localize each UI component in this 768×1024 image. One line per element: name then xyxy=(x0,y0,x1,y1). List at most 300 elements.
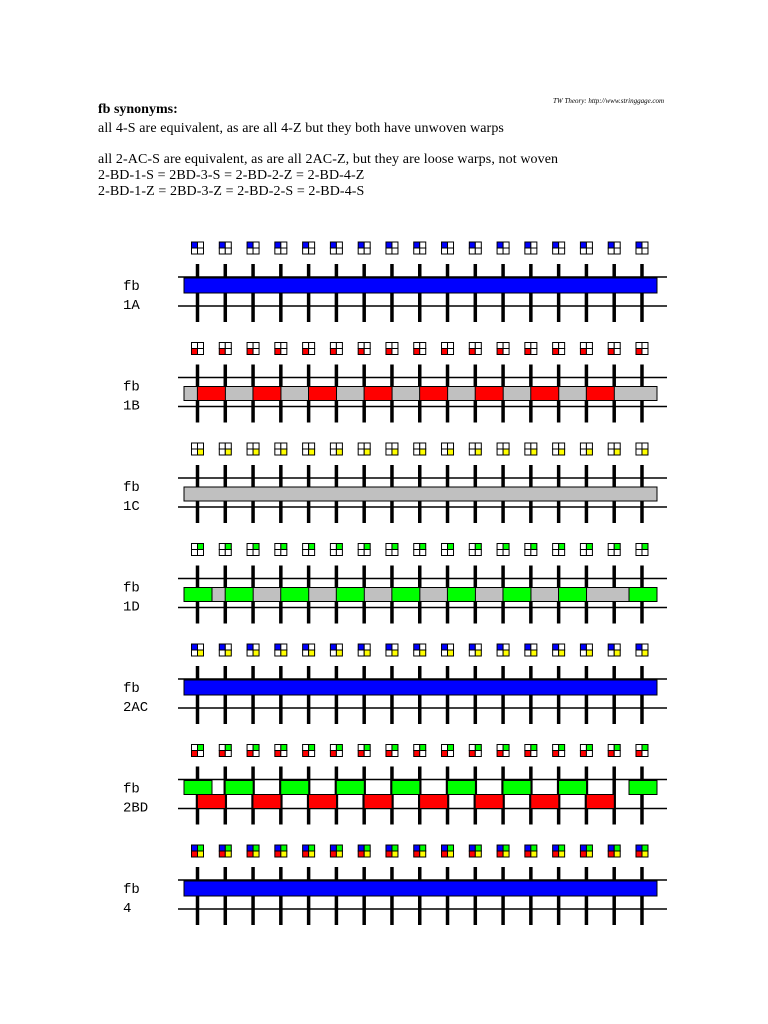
card-hole-cell xyxy=(531,349,537,355)
card-hole-cell xyxy=(531,343,537,349)
card-hole-cell xyxy=(192,449,198,455)
card-hole-cell xyxy=(503,349,509,355)
row-label-code: 1B xyxy=(123,398,140,415)
card-hole-cell xyxy=(303,751,309,757)
row-label-fb: fb xyxy=(123,580,140,597)
row-label-code: 1D xyxy=(123,599,140,616)
card-hole-cell xyxy=(559,544,565,550)
card-hole-cell xyxy=(330,745,336,751)
card-hole-cell xyxy=(309,644,315,650)
card-hole-cell xyxy=(358,449,364,455)
card-hole-cell xyxy=(225,644,231,650)
card-hole-cell xyxy=(469,851,475,857)
card-hole-cell xyxy=(281,851,287,857)
card-hole-cell xyxy=(525,751,531,757)
card-hole-cell xyxy=(358,248,364,254)
card-hole-cell xyxy=(358,550,364,556)
card-hole-cell xyxy=(475,449,481,455)
card-hole-cell xyxy=(219,242,225,248)
card-hole-cell xyxy=(469,449,475,455)
card-hole-cell xyxy=(392,751,398,757)
card-hole-cell xyxy=(309,343,315,349)
card-hole-cell xyxy=(642,851,648,857)
card-hole-cell xyxy=(559,845,565,851)
card-hole-cell xyxy=(414,242,420,248)
card-hole-cell xyxy=(247,248,253,254)
card-hole-cell xyxy=(525,343,531,349)
card-hole-cell xyxy=(469,550,475,556)
card-hole-cell xyxy=(614,449,620,455)
card-hole-cell xyxy=(525,650,531,656)
card-hole-cell xyxy=(392,851,398,857)
card-hole-cell xyxy=(386,242,392,248)
card-hole-cell xyxy=(198,751,204,757)
card-hole-cell xyxy=(608,449,614,455)
card-hole-cell xyxy=(275,349,281,355)
card-hole-cell xyxy=(247,644,253,650)
card-hole-cell xyxy=(198,845,204,851)
card-hole-cell xyxy=(253,550,259,556)
card-hole-cell xyxy=(580,650,586,656)
card-hole-cell xyxy=(336,644,342,650)
weft-segment-red xyxy=(197,795,225,809)
card-hole-cell xyxy=(336,349,342,355)
card-hole-cell xyxy=(553,550,559,556)
card-hole-cell xyxy=(553,745,559,751)
card-hole-cell xyxy=(219,745,225,751)
card-hole-cell xyxy=(497,242,503,248)
card-hole-cell xyxy=(225,851,231,857)
card-hole-cell xyxy=(525,745,531,751)
card-hole-cell xyxy=(225,544,231,550)
card-hole-cell xyxy=(219,650,225,656)
card-hole-cell xyxy=(303,443,309,449)
card-hole-cell xyxy=(442,443,448,449)
card-hole-cell xyxy=(586,845,592,851)
card-hole-cell xyxy=(275,745,281,751)
card-hole-cell xyxy=(386,449,392,455)
card-hole-cell xyxy=(386,650,392,656)
card-hole-cell xyxy=(386,544,392,550)
card-hole-cell xyxy=(336,650,342,656)
card-hole-cell xyxy=(469,544,475,550)
card-hole-cell xyxy=(442,650,448,656)
card-hole-cell xyxy=(192,845,198,851)
card-hole-cell xyxy=(198,650,204,656)
card-hole-cell xyxy=(608,845,614,851)
card-hole-cell xyxy=(364,443,370,449)
row-label-code: 1C xyxy=(123,499,140,515)
card-hole-cell xyxy=(247,544,253,550)
card-hole-cell xyxy=(336,745,342,751)
card-hole-cell xyxy=(531,248,537,254)
card-hole-cell xyxy=(559,349,565,355)
card-hole-cell xyxy=(553,242,559,248)
card-hole-cell xyxy=(497,650,503,656)
card-hole-cell xyxy=(448,242,454,248)
card-hole-cell xyxy=(420,544,426,550)
card-hole-cell xyxy=(414,349,420,355)
card-hole-cell xyxy=(392,343,398,349)
card-hole-cell xyxy=(303,449,309,455)
card-hole-cell xyxy=(636,845,642,851)
card-hole-cell xyxy=(636,851,642,857)
card-hole-cell xyxy=(358,343,364,349)
card-hole-cell xyxy=(580,248,586,254)
card-hole-cell xyxy=(448,449,454,455)
card-hole-cell xyxy=(503,751,509,757)
card-hole-cell xyxy=(636,745,642,751)
text-line-3: 2-BD-1-S = 2BD-3-S = 2-BD-2-Z = 2-BD-4-Z xyxy=(98,168,365,183)
card-hole-cell xyxy=(469,650,475,656)
card-hole-cell xyxy=(275,851,281,857)
card-hole-cell xyxy=(364,851,370,857)
card-hole-cell xyxy=(642,745,648,751)
card-hole-cell xyxy=(580,343,586,349)
card-hole-cell xyxy=(420,449,426,455)
card-hole-cell xyxy=(247,751,253,757)
card-hole-cell xyxy=(358,745,364,751)
card-hole-cell xyxy=(503,644,509,650)
card-hole-cell xyxy=(469,644,475,650)
card-hole-cell xyxy=(503,650,509,656)
card-hole-cell xyxy=(336,550,342,556)
card-hole-cell xyxy=(448,745,454,751)
row-label-code: 1A xyxy=(123,298,140,314)
card-hole-cell xyxy=(559,644,565,650)
card-hole-cell xyxy=(330,751,336,757)
card-hole-cell xyxy=(364,745,370,751)
card-hole-cell xyxy=(192,745,198,751)
card-hole-cell xyxy=(642,343,648,349)
weft-segment-red xyxy=(475,795,503,809)
card-hole-cell xyxy=(531,644,537,650)
card-hole-cell xyxy=(364,845,370,851)
card-hole-cell xyxy=(469,751,475,757)
card-hole-cell xyxy=(420,851,426,857)
card-hole-cell xyxy=(386,349,392,355)
card-hole-cell xyxy=(247,242,253,248)
card-hole-cell xyxy=(275,845,281,851)
card-hole-cell xyxy=(330,242,336,248)
card-hole-cell xyxy=(336,248,342,254)
card-hole-cell xyxy=(469,349,475,355)
card-hole-cell xyxy=(642,449,648,455)
card-hole-cell xyxy=(503,851,509,857)
card-hole-cell xyxy=(420,845,426,851)
card-hole-cell xyxy=(442,248,448,254)
card-hole-cell xyxy=(586,248,592,254)
card-hole-cell xyxy=(642,443,648,449)
card-hole-cell xyxy=(247,349,253,355)
card-hole-cell xyxy=(303,343,309,349)
weft-segment-green xyxy=(184,781,212,795)
card-hole-cell xyxy=(414,449,420,455)
weft-segment-red xyxy=(475,387,503,401)
card-hole-cell xyxy=(198,449,204,455)
card-hole-cell xyxy=(275,650,281,656)
card-hole-cell xyxy=(414,544,420,550)
weft-segment-green xyxy=(281,588,309,602)
card-hole-cell xyxy=(392,650,398,656)
weft-segment-red xyxy=(586,795,614,809)
card-hole-cell xyxy=(636,650,642,656)
card-hole-cell xyxy=(253,745,259,751)
card-hole-cell xyxy=(614,242,620,248)
card-hole-cell xyxy=(364,349,370,355)
card-hole-cell xyxy=(392,644,398,650)
card-hole-cell xyxy=(330,851,336,857)
card-hole-cell xyxy=(580,745,586,751)
card-hole-cell xyxy=(414,443,420,449)
card-hole-cell xyxy=(636,343,642,349)
card-hole-cell xyxy=(281,544,287,550)
card-hole-cell xyxy=(303,745,309,751)
card-hole-cell xyxy=(253,349,259,355)
card-hole-cell xyxy=(448,343,454,349)
card-hole-cell xyxy=(358,544,364,550)
weft-bar-blue xyxy=(184,881,657,896)
card-hole-cell xyxy=(497,443,503,449)
card-hole-cell xyxy=(392,242,398,248)
card-hole-cell xyxy=(525,248,531,254)
card-hole-cell xyxy=(392,349,398,355)
card-hole-cell xyxy=(475,242,481,248)
card-hole-cell xyxy=(580,349,586,355)
card-hole-cell xyxy=(281,745,287,751)
row-label-fb: fb xyxy=(123,681,140,697)
card-hole-cell xyxy=(608,851,614,857)
card-hole-cell xyxy=(586,242,592,248)
card-hole-cell xyxy=(330,644,336,650)
card-hole-cell xyxy=(336,443,342,449)
card-hole-cell xyxy=(414,745,420,751)
card-hole-cell xyxy=(608,242,614,248)
card-hole-cell xyxy=(531,851,537,857)
weft-bar-blue xyxy=(184,680,657,695)
card-hole-cell xyxy=(531,544,537,550)
card-hole-cell xyxy=(330,650,336,656)
card-hole-cell xyxy=(225,550,231,556)
weft-segment-green xyxy=(225,588,253,602)
weft-segment-green xyxy=(503,781,531,795)
card-hole-cell xyxy=(420,343,426,349)
card-hole-cell xyxy=(309,544,315,550)
card-hole-cell xyxy=(386,851,392,857)
card-hole-cell xyxy=(448,248,454,254)
card-hole-cell xyxy=(553,544,559,550)
card-hole-cell xyxy=(559,449,565,455)
card-hole-cell xyxy=(309,851,315,857)
card-hole-cell xyxy=(636,550,642,556)
weft-segment-green xyxy=(392,781,420,795)
card-hole-cell xyxy=(192,349,198,355)
card-hole-cell xyxy=(414,751,420,757)
weft-segment-red xyxy=(309,795,337,809)
card-hole-cell xyxy=(392,443,398,449)
card-hole-cell xyxy=(442,449,448,455)
card-hole-cell xyxy=(364,644,370,650)
card-hole-cell xyxy=(358,851,364,857)
card-hole-cell xyxy=(392,544,398,550)
card-hole-cell xyxy=(330,248,336,254)
card-hole-cell xyxy=(358,349,364,355)
card-hole-cell xyxy=(275,644,281,650)
card-hole-cell xyxy=(275,449,281,455)
card-hole-cell xyxy=(420,242,426,248)
card-hole-cell xyxy=(442,845,448,851)
card-hole-cell xyxy=(192,644,198,650)
card-hole-cell xyxy=(608,751,614,757)
card-hole-cell xyxy=(219,644,225,650)
card-hole-cell xyxy=(475,751,481,757)
card-hole-cell xyxy=(219,845,225,851)
card-hole-cell xyxy=(219,550,225,556)
card-hole-cell xyxy=(420,751,426,757)
card-hole-cell xyxy=(442,349,448,355)
card-hole-cell xyxy=(503,550,509,556)
card-hole-cell xyxy=(198,745,204,751)
card-hole-cell xyxy=(219,449,225,455)
card-hole-cell xyxy=(497,745,503,751)
card-hole-cell xyxy=(219,751,225,757)
card-hole-cell xyxy=(225,845,231,851)
card-hole-cell xyxy=(636,751,642,757)
card-hole-cell xyxy=(525,443,531,449)
card-hole-cell xyxy=(642,248,648,254)
card-hole-cell xyxy=(580,242,586,248)
card-hole-cell xyxy=(586,745,592,751)
card-hole-cell xyxy=(636,242,642,248)
card-hole-cell xyxy=(475,349,481,355)
card-hole-cell xyxy=(608,745,614,751)
card-hole-cell xyxy=(336,845,342,851)
card-hole-cell xyxy=(336,242,342,248)
card-hole-cell xyxy=(364,449,370,455)
card-hole-cell xyxy=(414,644,420,650)
card-hole-cell xyxy=(281,443,287,449)
card-hole-cell xyxy=(580,544,586,550)
row-label-fb: fb xyxy=(123,882,140,898)
card-hole-cell xyxy=(336,343,342,349)
weft-segment-green xyxy=(336,781,364,795)
card-hole-cell xyxy=(475,443,481,449)
card-hole-cell xyxy=(503,544,509,550)
card-hole-cell xyxy=(253,248,259,254)
card-hole-cell xyxy=(553,644,559,650)
card-hole-cell xyxy=(525,845,531,851)
card-hole-cell xyxy=(442,544,448,550)
card-hole-cell xyxy=(586,544,592,550)
card-hole-cell xyxy=(475,343,481,349)
card-hole-cell xyxy=(192,443,198,449)
card-hole-cell xyxy=(281,343,287,349)
card-hole-cell xyxy=(642,644,648,650)
card-hole-cell xyxy=(420,550,426,556)
card-hole-cell xyxy=(198,242,204,248)
card-hole-cell xyxy=(281,751,287,757)
card-hole-cell xyxy=(275,443,281,449)
card-hole-cell xyxy=(392,845,398,851)
card-hole-cell xyxy=(275,544,281,550)
card-hole-cell xyxy=(219,443,225,449)
weft-bar-blue xyxy=(184,278,657,293)
row-label-fb: fb xyxy=(123,279,140,295)
weft-segment-green xyxy=(559,588,587,602)
card-hole-cell xyxy=(497,349,503,355)
card-hole-cell xyxy=(642,349,648,355)
card-hole-cell xyxy=(614,644,620,650)
card-hole-cell xyxy=(364,343,370,349)
card-hole-cell xyxy=(198,644,204,650)
card-hole-cell xyxy=(531,751,537,757)
row-label-code: 2AC xyxy=(123,700,149,716)
card-hole-cell xyxy=(420,644,426,650)
card-hole-cell xyxy=(559,343,565,349)
card-hole-cell xyxy=(559,443,565,449)
card-hole-cell xyxy=(531,242,537,248)
card-hole-cell xyxy=(309,349,315,355)
card-hole-cell xyxy=(253,644,259,650)
card-hole-cell xyxy=(414,845,420,851)
card-hole-cell xyxy=(247,550,253,556)
card-hole-cell xyxy=(531,845,537,851)
card-hole-cell xyxy=(553,751,559,757)
card-hole-cell xyxy=(225,242,231,248)
card-hole-cell xyxy=(497,845,503,851)
card-hole-cell xyxy=(336,544,342,550)
card-hole-cell xyxy=(497,851,503,857)
card-hole-cell xyxy=(614,851,620,857)
card-hole-cell xyxy=(225,443,231,449)
card-hole-cell xyxy=(414,851,420,857)
card-hole-cell xyxy=(553,248,559,254)
card-hole-cell xyxy=(198,343,204,349)
card-hole-cell xyxy=(614,650,620,656)
card-hole-cell xyxy=(442,751,448,757)
card-hole-cell xyxy=(192,343,198,349)
card-hole-cell xyxy=(192,650,198,656)
card-hole-cell xyxy=(358,644,364,650)
card-hole-cell xyxy=(225,343,231,349)
card-hole-cell xyxy=(553,449,559,455)
card-hole-cell xyxy=(336,751,342,757)
card-hole-cell xyxy=(580,751,586,757)
card-hole-cell xyxy=(386,644,392,650)
card-hole-cell xyxy=(198,349,204,355)
weft-segment-red xyxy=(420,387,448,401)
weft-segment-red xyxy=(253,387,281,401)
card-hole-cell xyxy=(448,443,454,449)
card-hole-cell xyxy=(642,751,648,757)
card-hole-cell xyxy=(303,845,309,851)
card-hole-cell xyxy=(330,544,336,550)
card-hole-cell xyxy=(614,745,620,751)
card-hole-cell xyxy=(559,242,565,248)
row-label-code: 4 xyxy=(123,901,132,917)
card-hole-cell xyxy=(309,449,315,455)
card-hole-cell xyxy=(503,248,509,254)
weft-segment-red xyxy=(531,387,559,401)
card-hole-cell xyxy=(469,343,475,349)
card-hole-cell xyxy=(580,851,586,857)
weft-segment-green xyxy=(225,781,253,795)
card-hole-cell xyxy=(303,248,309,254)
card-hole-cell xyxy=(503,343,509,349)
card-hole-cell xyxy=(580,443,586,449)
card-hole-cell xyxy=(559,248,565,254)
card-hole-cell xyxy=(559,851,565,857)
